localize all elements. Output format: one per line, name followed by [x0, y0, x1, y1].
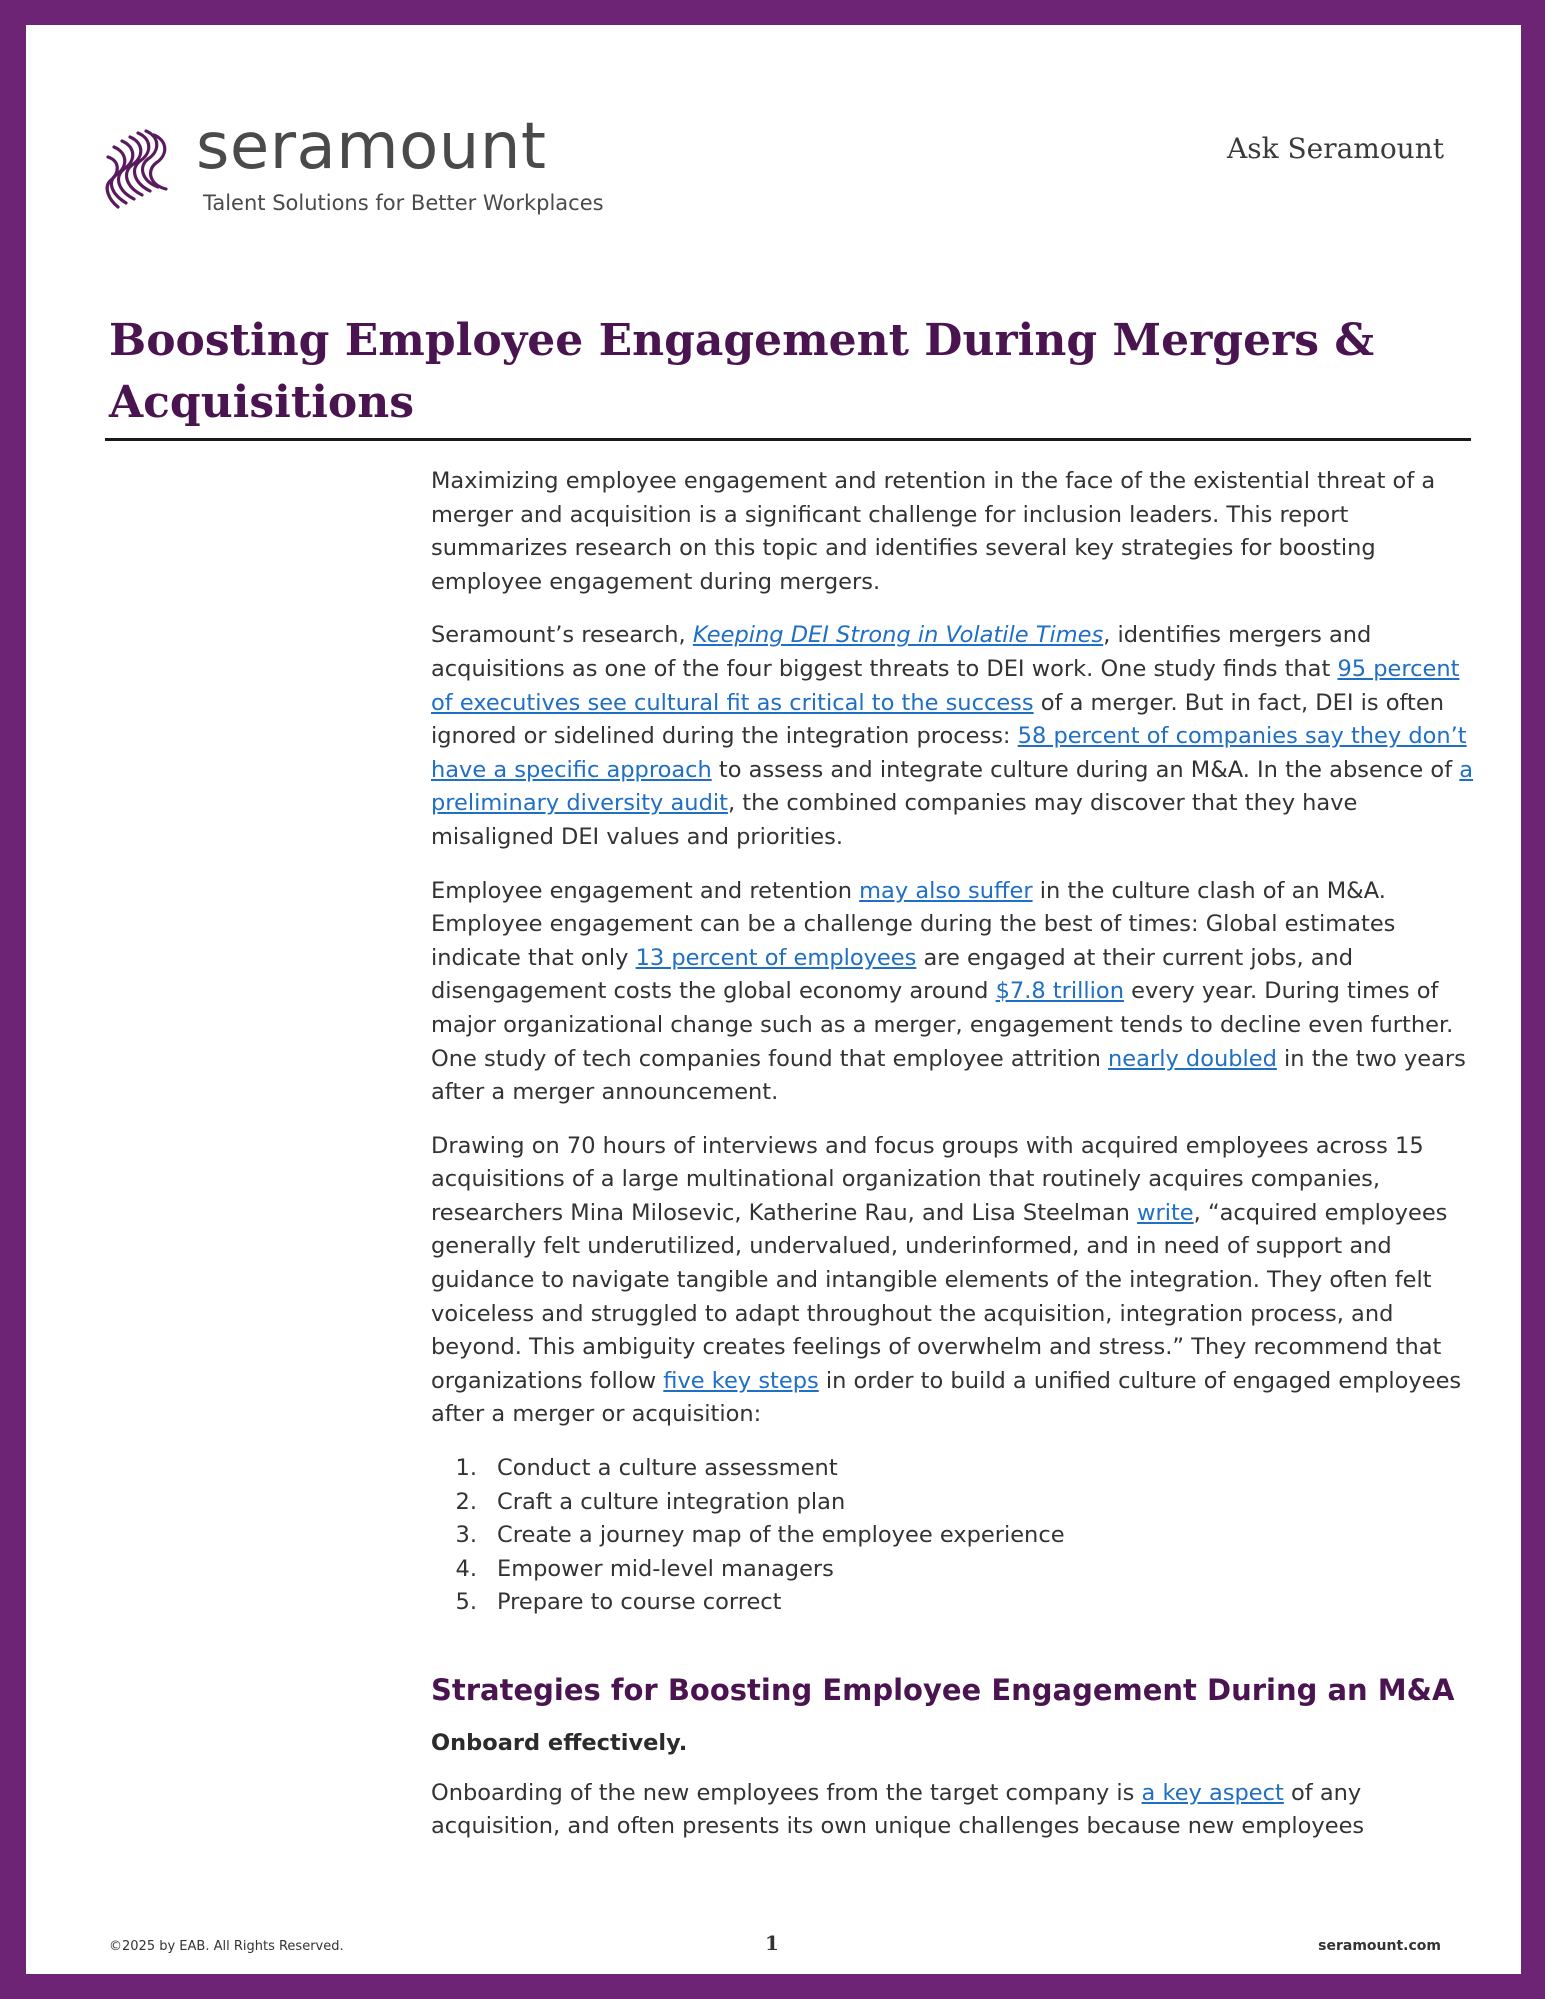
text: , “acquired employees generally felt underutilized, undervalued, underinformed, and in need of support and guidance to navigate tangible and intangible elements of the integration. They often felt voiceless and struggled to adapt throughout the acquisition, integration process, and beyond. This ambiguity creates feelings of overwhelm and stress.” They recommend that organizations follow	[431, 1199, 1448, 1394]
text: Drawing on 70 hours of interviews and focus groups with acquired employees across 15 acquisitions of a large multinational organization that routinely acquires companies, researchers Mina Milosevic, Katherine Rau, and Lisa Steelman	[431, 1132, 1424, 1226]
link-95-percent[interactable]: 95 percent of executives see cultural fit as critical to the success	[431, 655, 1460, 716]
list-item	[431, 1553, 1486, 1587]
text: to assess and integrate culture during an M&A. In the absence of	[711, 756, 1460, 783]
link-13-percent[interactable]: 13 percent of employees	[635, 944, 917, 971]
list-item	[431, 1519, 1486, 1553]
text: Employee engagement and retention	[431, 877, 860, 904]
page-title: Boosting Employee Engagement During Mergers & Acquisitions	[109, 315, 1375, 428]
list-number: 3.	[455, 1522, 477, 1549]
link-key-aspect[interactable]: a key aspect	[1141, 1779, 1284, 1806]
text: in the two years after a merger announcement.	[431, 1045, 1466, 1106]
text: in the culture clash of an M&A. Employee engagement can be a challenge during the best of times: Global estimates indicate that only	[431, 877, 1396, 971]
link-nearly-doubled[interactable]: nearly doubled	[1108, 1045, 1277, 1072]
logo-wordmark: seramount	[196, 110, 547, 184]
link-7-8-trillion[interactable]: $7.8 trillion	[995, 978, 1124, 1005]
footer-copyright: ©2025 by EAB. All Rights Reserved.	[109, 1939, 344, 1954]
key-steps-list	[431, 1452, 1486, 1620]
list-text: Empower mid-level managers	[497, 1555, 834, 1582]
link-keeping-dei-strong[interactable]: Keeping DEI Strong in Volatile Times	[692, 622, 1104, 649]
text: , the combined companies may discover that they have misaligned DEI values and priorities.	[431, 790, 1358, 850]
link-58-percent[interactable]: 58 percent of companies say they don’t have a specific approach	[431, 723, 1467, 783]
text: of any acquisition, and often presents its own unique challenges because new employees	[431, 1779, 1365, 1840]
paragraph-onboarding	[431, 1777, 1486, 1844]
list-text: Create a journey map of the employee experience	[497, 1522, 1065, 1549]
list-text: Craft a culture integration plan	[497, 1488, 846, 1515]
text: of a merger. But in fact, DEI is often ignored or sidelined during the integration process:	[431, 689, 1444, 750]
link-write[interactable]: write	[1137, 1199, 1194, 1226]
text: every year. During times of major organizational change such as a merger, engagement tends to decline even further. One study of tech companies found that employee attrition	[431, 978, 1454, 1072]
subheading: Onboard effectively.	[431, 1730, 688, 1756]
list-number: 1.	[455, 1455, 477, 1482]
paragraph-engagement	[431, 875, 1486, 1110]
seramount-swirl-logo-icon	[100, 127, 184, 213]
link-five-key-steps[interactable]: five key steps	[663, 1367, 819, 1394]
ask-seramount-label: Ask Seramount	[1226, 132, 1444, 165]
section-heading: Strategies for Boosting Employee Engagement During an M&A	[431, 1673, 1455, 1707]
page-number: 1	[765, 1931, 779, 1955]
list-number: 2.	[455, 1488, 477, 1515]
list-item	[431, 1452, 1486, 1486]
text: , identifies mergers and acquisitions as one of the four biggest threats to DEI work. One study finds that	[431, 622, 1372, 682]
logo-tagline: Talent Solutions for Better Workplaces	[203, 191, 604, 215]
list-text: Conduct a culture assessment	[497, 1455, 838, 1482]
document-page	[26, 25, 1521, 1974]
article-body	[431, 465, 1486, 1864]
list-item	[431, 1586, 1486, 1620]
link-may-also-suffer[interactable]: may also suffer	[859, 877, 1033, 904]
paragraph-dei-threats	[431, 619, 1486, 854]
paragraph-research	[431, 1130, 1486, 1432]
title-divider	[105, 438, 1471, 441]
text: are engaged at their current jobs, and disengagement costs the global economy around	[431, 944, 1354, 1005]
list-number: 5.	[455, 1589, 477, 1616]
text: Onboarding of the new employees from the target company is	[431, 1779, 1142, 1806]
text: in order to build a unified culture of engaged employees after a merger or acquisition:	[431, 1367, 1462, 1428]
list-text: Prepare to course correct	[497, 1589, 782, 1616]
list-number: 4.	[455, 1555, 477, 1582]
intro-paragraph: Maximizing employee engagement and retention in the face of the existential threat of a merger and acquisition is a significant challenge for inclusion leaders. This report summarizes research on this topic and identifies several key strategies for boosting employee engagement during mergers.	[431, 468, 1436, 595]
footer-site-link[interactable]: seramount.com	[1318, 1938, 1441, 1954]
text: Seramount’s research,	[431, 622, 693, 649]
list-item	[431, 1486, 1486, 1520]
link-diversity-audit[interactable]: a preliminary diversity audit	[431, 756, 1474, 817]
